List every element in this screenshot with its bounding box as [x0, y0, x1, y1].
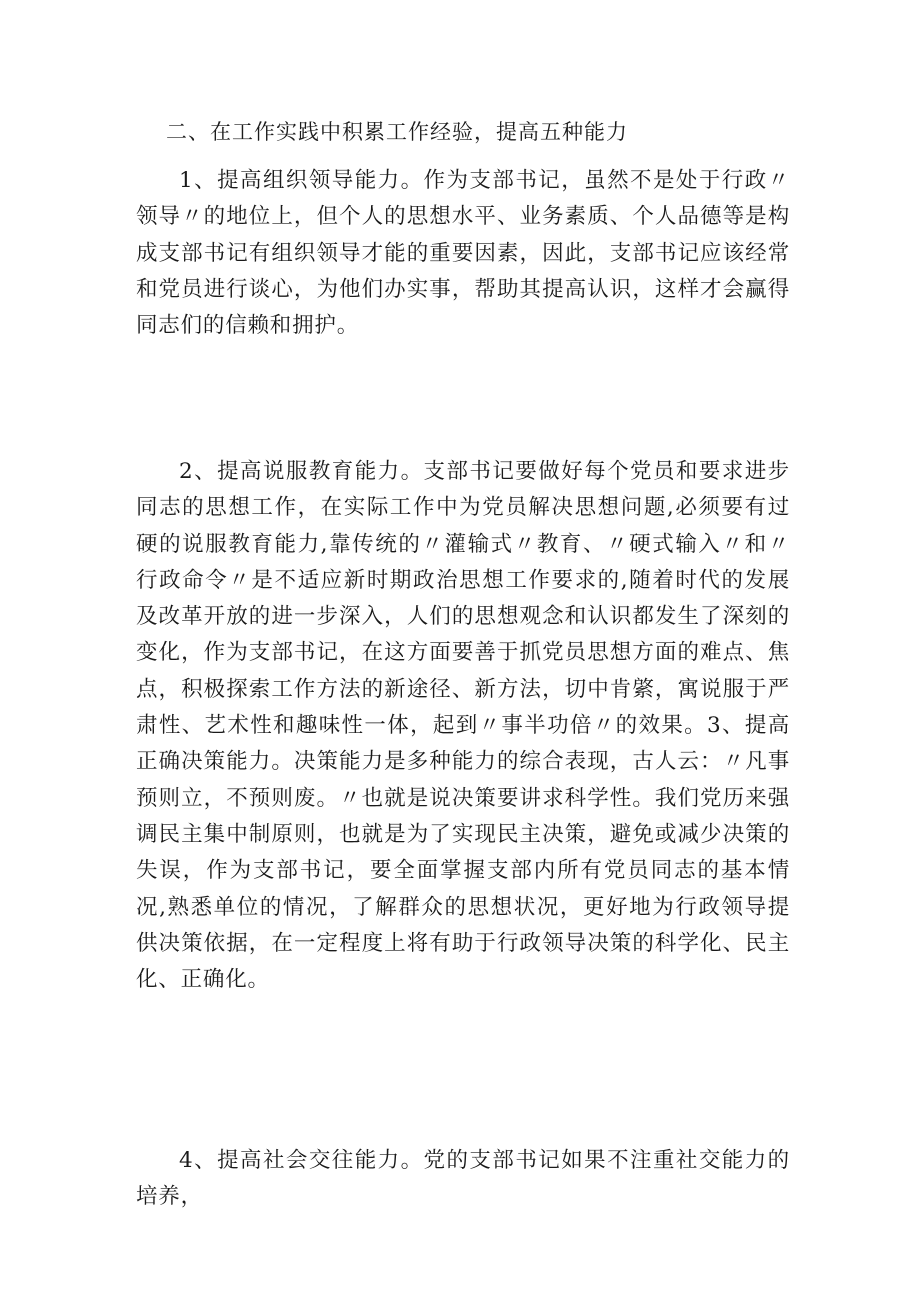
paragraph-persuasion-and-decision: 2、提高说服教育能力。支部书记要做好每个党员和要求进步同志的思想工作，在实际工作中为党员解决思想问题,必须要有过硬的说服教育能力,靠传统的〃灌输式〃教育、〃硬式输入〃和〃行政命令〃是不适应新时期政治思想工作要求的,随着时代的发展及改革开放的进一步深入，人们的思想观念和认识都发生了深刻的变化，作为支部书记，在这方面要善于抓党员思想方面的难点、焦点，积极探索工作方法的新途径、新方法，切中肯綮，寓说服于严肃性、艺术性和趣味性一体，起到〃事半功倍〃的效果。3、提高正确决策能力。决策能力是多种能力的综合表现，古人云：〃凡事预则立，不预则废。〃也就是说决策要讲求科学性。我们党历来强调民主集中制原则，也就是为了实现民主决策，避免或减少决策的失误，作为支部书记，要全面掌握支部内所有党员同志的基本情况,熟悉单位的情况，了解群众的思想状况，更好地为行政领导提供决策依据，在一定程度上将有助于行政领导决策的科学化、民主化、正确化。 — [136, 459, 790, 993]
paragraph-organizational-leadership: 1、提高组织领导能力。作为支部书记，虽然不是处于行政〃领导〃的地位上，但个人的思想水平、业务素质、个人品德等是构成支部书记有组织领导才能的重要因素，因此，支部书记应该经常和党员进行谈心，为他们办实事，帮助其提高认识，这样才会赢得同志们的信赖和拥护。 — [136, 168, 790, 339]
paragraph-social-interaction: 4、提高社会交往能力。党的支部书记如果不注重社交能力的培养， — [136, 1148, 790, 1210]
section-heading: 二、在工作实践中积累工作经验，提高五种能力 — [166, 120, 628, 144]
